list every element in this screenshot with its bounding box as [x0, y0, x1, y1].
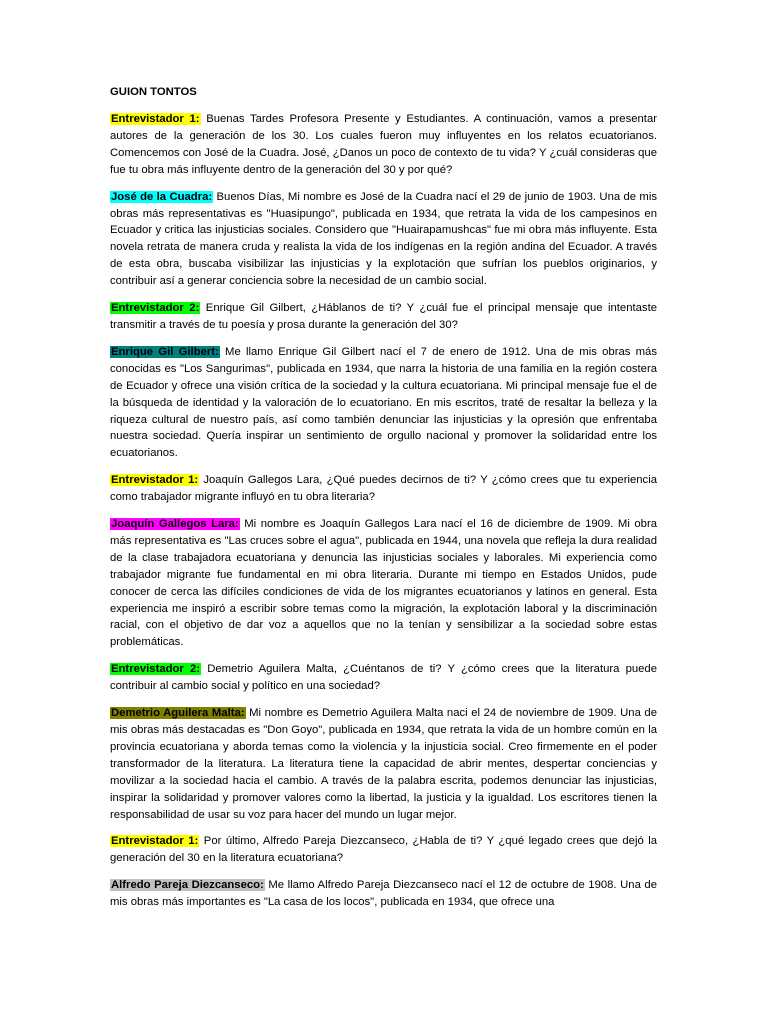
speaker-label: Entrevistador 1: — [111, 835, 199, 848]
document-title: GUION TONTOS — [110, 86, 197, 98]
dialogue-paragraph — [110, 705, 657, 823]
speaker-label: Entrevistador 1: — [111, 474, 199, 487]
dialogue-paragraph — [110, 111, 657, 179]
dialogue-text: Buenos Días, Mi nombre es José de la Cuadra nací el 29 de junio de 1903. Una de mis obras más representativas es "Huasipungo", publicada en 1934, que retrata la vida de los campesinos en Ecuador y critica las injusticias sociales. Considero que "Huairapamushcas" fue mi obra más influyente. Esta novela retrata de manera cruda y realista la vida de los indígenas en la región andina del Ecuador. A través de esta obra, buscaba visibilizar las injusticias y la explotación que sufrían los pueblos originarios, y contribuir así a generar conciencia sobre la necesidad de un cambio social. — [110, 190, 657, 288]
speaker-label: Enrique Gil Gilbert: — [111, 345, 219, 358]
dialogue-text: Mi nombre es Joaquín Gallegos Lara nací el 16 de diciembre de 1909. Mi obra más representativa es "Las cruces sobre el agua", publicada en 1944, una novela que refleja la dura realidad de la clase trabajadora ecuatoriana y denuncia las injusticias sociales y laborales. Mi experiencia como trabajador migrante fue fundamental en mi obra literaria. Durante mi tiempo en Estados Unidos, pude conocer de cerca las difíciles condiciones de vida de los migrantes ecuatorianos y latinos en general. Esta experiencia me inspiró a escribir sobre temas como la migración, la explotación laboral y la discriminación racial, con el objetivo de dar voz a aquellos que no la tenían y sensibilizar a la sociedad sobre estas problemáticas. — [110, 518, 657, 649]
dialogue-text: Me llamo Enrique Gil Gilbert nací el 7 de enero de 1912. Una de mis obras más conocidas es "Los Sangurimas", publicada en 1934, que narra la historia de una familia en la región costera de Ecuador y ofrece una visión crítica de la sociedad y la cultura ecuatoriana. Mi principal mensaje fue el de la búsqueda de identidad y la valoración de lo ecuatoriano. En mis escritos, traté de resaltar la belleza y la riqueza cultural de nuestro país, así como también denunciar las injusticias y la opresión que enfrentaba nuestra sociedad. Quería inspirar un sentimiento de orgullo nacional y promover la solidaridad entre los ecuatorianos. — [110, 345, 657, 460]
dialogue-paragraph — [110, 833, 657, 867]
dialogue-text: Enrique Gil Gilbert, ¿Háblanos de ti? Y ¿cuál fue el principal mensaje que intentaste transmitir a través de tu poesía y prosa durante la generación del 30? — [110, 302, 657, 331]
dialogue-text: Buenas Tardes Profesora Presente y Estudiantes. A continuación, vamos a presentar autores de la generación de los 30. Los cuales fueron muy influyentes en los relatos ecuatorianos. Comencemos con José de la Cuadra. José, ¿Danos un poco de contexto de tu vida? Y ¿cuál consideras que fue tu obra más influyente dentro de la generación del 30 y por qué? — [110, 113, 657, 176]
dialogue-paragraph — [110, 661, 657, 695]
speaker-label: Entrevistador 2: — [111, 663, 201, 676]
speaker-label: Entrevistador 2: — [111, 302, 200, 315]
speaker-label: Joaquín Gallegos Lara: — [111, 518, 239, 531]
dialogue-paragraph — [110, 189, 657, 290]
dialogue-paragraph — [110, 344, 657, 462]
dialogue-text: Por último, Alfredo Pareja Diezcanseco, ¿Habla de ti? Y ¿qué legado crees que dejó la generación del 30 en la literatura ecuatoriana? — [110, 835, 657, 865]
dialogue-paragraph — [110, 877, 657, 911]
dialogue-text: Demetrio Aguilera Malta, ¿Cuéntanos de ti? Y ¿cómo crees que la literatura puede contribuir al cambio social y político en una sociedad? — [110, 663, 657, 693]
dialogue-paragraph — [110, 516, 657, 651]
dialogue-text: Joaquín Gallegos Lara, ¿Qué puedes decirnos de ti? Y ¿cómo crees que tu experiencia como trabajador migrante influyó en tu obra literaria? — [110, 474, 657, 504]
dialogue-paragraph — [110, 300, 657, 334]
dialogue-text: Me llamo Alfredo Pareja Diezcanseco nací el 12 de octubre de 1908. Una de mis obras más importantes es "La casa de los locos", publicada en 1934, que ofrece una — [110, 879, 657, 909]
speaker-label: Alfredo Pareja Diezcanseco: — [111, 879, 264, 892]
dialogue-paragraph — [110, 472, 657, 506]
speaker-label: Entrevistador 1: — [111, 113, 200, 125]
dialogue-text: Mi nombre es Demetrio Aguilera Malta naci el 24 de noviembre de 1909. Una de mis obras más destacadas es "Don Goyo", publicada en 1934, que retrata la vida de un hombre común en la provincia ecuatoriana y aborda temas como la violencia y la injusticia social. Creo firmemente en el poder transformador de la literatura. La literatura tiene la capacidad de abrir mentes, despertar conciencias y movilizar a la sociedad hacia el cambio. A través de la palabra escrita, podemos denunciar las injusticias, inspirar la solidaridad y promover valores como la libertad, la justicia y la igualdad. Los escritores tienen la responsabilidad de usar su voz para hacer del mundo un lugar mejor. — [110, 707, 657, 821]
speaker-label: José de la Cuadra: — [111, 190, 213, 203]
speaker-label: Demetrio Aguilera Malta: — [111, 707, 245, 720]
